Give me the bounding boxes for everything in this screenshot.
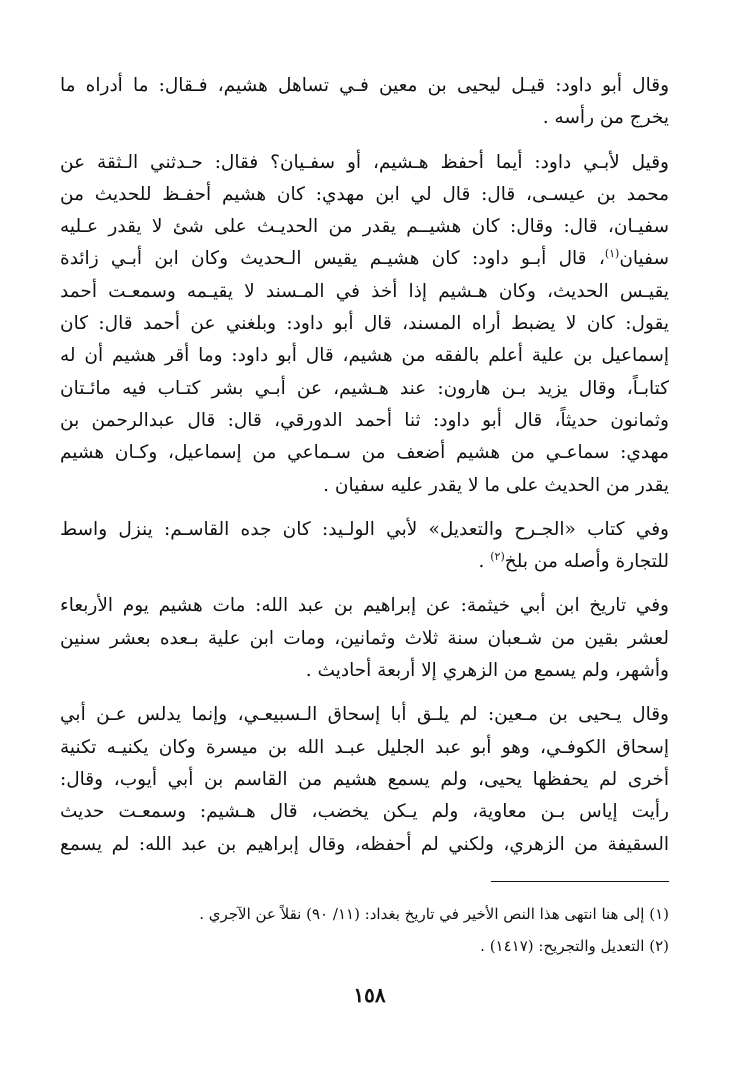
text-line: سفيـان، قال: وقال: كان هشيــم يقدر من الحديـث على شئ لا يقدر عـليه	[60, 216, 669, 238]
text-line-with-footnote-1	[60, 243, 669, 275]
text-line: لعشر بقين من شـعبان سنة ثلاث وثمانين، ومات ابن علية بـعده بعشر سنين	[60, 627, 669, 649]
paragraph-1	[60, 70, 669, 135]
footnote-divider	[491, 881, 669, 882]
paragraph-2	[60, 147, 669, 502]
text-line: إسماعيل بن علية أعلم بالفقه من هشيم، قال أبو داود: وما أقر هشيم أن له	[60, 345, 669, 367]
text-line: يقدر من الحديث على ما لا يقدر عليه سفيان .	[323, 474, 669, 496]
text-line: كتابـاً، وقال يزيد بـن هارون: عند هـشيم، عن أبـي بشر كتـاب فيه مائـتان	[60, 377, 669, 399]
paragraph-4	[60, 590, 669, 687]
footnote-marker-1[interactable]: (١)	[604, 247, 620, 261]
page-number: ١٥٨	[353, 983, 386, 1007]
text-line: رأيت إياس بـن معاوية، ولم يـكن يخضب، قال هـشيم: وسمعـت حديث	[60, 801, 669, 823]
text-line: وأشهر، ولم يسمع من الزهري إلا أربعة أحاديث .	[305, 660, 669, 682]
text-line: وفي تاريخ ابن أبي خيثمة: عن إبراهيم بن عبد الله: مات هشيم يوم الأربعاء	[60, 595, 669, 617]
text-line: وقيل لأبـي داود: أيما أحفظ هـشيم، أو سفـيان؟ فقال: حـدثني الـثقة عن	[60, 151, 669, 173]
paragraph-5	[60, 699, 669, 860]
text-line: وقال أبو داود: قيـل ليحيى بن معين فـي تساهل هشيم، فـقال: ما أدراه ما	[60, 75, 669, 96]
line-segment: .	[478, 551, 491, 573]
text-line: يقيـس الحديث، وكان هـشيم إذا أخذ في المـسند لا يقيـمه وسمعـت أحمد	[60, 280, 669, 302]
footnotes	[60, 898, 669, 962]
paragraph-3	[60, 514, 669, 579]
text-line: محمد بن عيسـى، قال: قال لي ابن مهدي: كان هشيم أحفـظ للحديث من	[60, 183, 669, 205]
text-line: يقول: كان لا يضبط أراه المسند، قال أبو داود: وبلغني عن أحمد قال: كان	[60, 313, 669, 335]
text-line: السقيفة من الزهري، ولكني لم أحفظه، وقال إبراهيم بن عبد الله: لم يسمع	[60, 833, 669, 855]
text-line: أخرى لم يحفظها يحيى، ولم يسمع هشيم من القاسم بن أبي أيوب، وقال:	[60, 768, 669, 790]
text-line: إسحاق الكوفـي، وهو أبو عبد الجليل عبـد الله بن ميسرة وكان يكنيـه تكنية	[60, 736, 669, 758]
text-line: وفي كتاب «الجـرح والتعديل» لأبي الولـيد: كان جده القاسـم: ينزل واسط	[60, 518, 669, 540]
footnote-2: (٢) التعديل والتجريح: (١٤١٧) .	[480, 936, 669, 955]
footnote-marker-2[interactable]: (٢)	[490, 550, 505, 563]
line-segment: ، قال أبـو داود: كان هشيـم يقيس الـحديث وكان ابن أبـي زائدة	[60, 248, 605, 270]
text-line: يخرج من رأسه .	[542, 107, 669, 129]
footnote-1: (١) إلى هنا انتهى هذا النص الأخير في تاريخ بغداد: (١١/ ٩٠) نقلاً عن الآجري .	[199, 904, 669, 923]
line-segment: للتجارة وأصله من بلخ	[504, 551, 669, 573]
text-line-with-footnote-2	[60, 546, 669, 578]
text-line: وقال يـحيى بن مـعين: لم يلـق أبا إسحاق الـسبيعـي، وإنما يدلس عـن أبي	[60, 704, 669, 726]
text-line: مهدي: سماعـي من هشيم أضعف من سـماعي من إسماعيل، وكـان هشيم	[60, 442, 669, 464]
line-segment: سفيان	[619, 248, 669, 270]
text-line: وثمانون حديثاً، قال أبو داود: ثنا أحمد الدورقي، قال: قال عبدالرحمن بن	[60, 409, 669, 431]
